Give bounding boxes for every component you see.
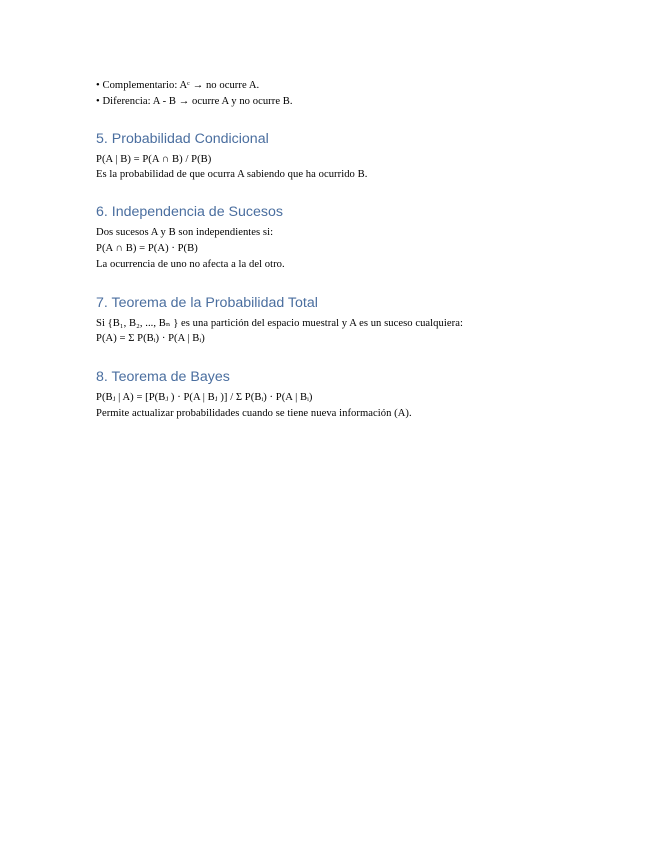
section-7-formula: P(A) = Σ P(Bᵢ) · P(A | Bᵢ) bbox=[96, 333, 205, 345]
section-5-heading: 5. Probabilidad Condicional bbox=[96, 130, 269, 147]
section-8-formula: P(Bⱼ | A) = [P(Bⱼ ) · P(A | Bⱼ )] / Σ P(Bᵢ) · P(A | Bᵢ) bbox=[96, 392, 313, 404]
section-6-note: La ocurrencia de uno no afecta a la del otro. bbox=[96, 258, 285, 270]
section-6-heading: 6. Independencia de Sucesos bbox=[96, 204, 283, 221]
section-5-formula: P(A | B) = P(A ∩ B) / P(B) bbox=[96, 153, 212, 165]
section-8-text: Permite actualizar probabilidades cuando se tiene nueva información (A). bbox=[96, 407, 412, 419]
section-5-text: Es la probabilidad de que ocurra A sabiendo que ha ocurrido B. bbox=[96, 169, 368, 181]
bullet-complementario: • Complementario: Aᶜ → no ocurre A. bbox=[96, 80, 260, 91]
document-page bbox=[96, 78, 566, 422]
section-7-heading: 7. Teorema de la Probabilidad Total bbox=[96, 294, 318, 311]
section-7-text: Si {B₁, B₂, ..., Bₙ } es una partición del espacio muestral y A es un suceso cualquiera: bbox=[96, 317, 463, 329]
section-6-formula: P(A ∩ B) = P(A) · P(B) bbox=[96, 242, 198, 254]
bullet-diferencia: • Diferencia: A - B → ocurre A y no ocurre B. bbox=[96, 95, 293, 107]
section-8-heading: 8. Teorema de Bayes bbox=[96, 369, 230, 386]
section-6-text: Dos sucesos A y B son independientes si: bbox=[96, 227, 274, 239]
